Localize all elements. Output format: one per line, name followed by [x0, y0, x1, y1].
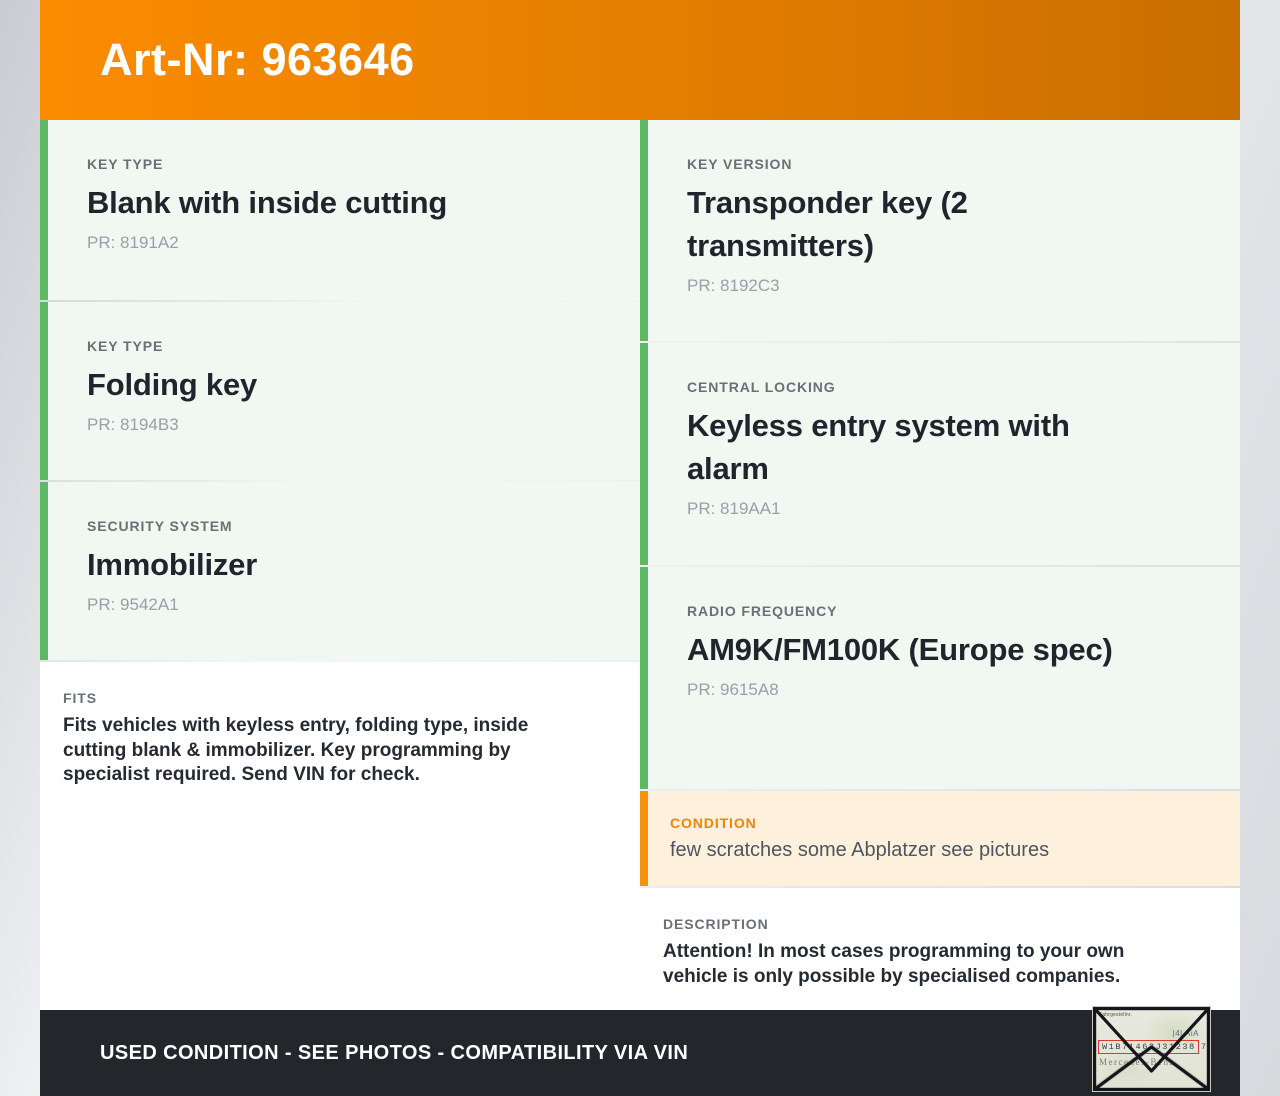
right-column	[640, 120, 1240, 1010]
spec-pr-code: PR: 8194B3	[87, 415, 179, 434]
doc-fahrgestellnr-label: Fahrgestellnr.	[1099, 1012, 1133, 1018]
fits-card	[40, 662, 640, 1010]
condition-label: CONDITION	[670, 815, 757, 831]
vin-suffix: 7	[1200, 1042, 1206, 1052]
spec-card-key-type-2	[40, 302, 640, 480]
description-text: Attention! In most cases programming to your own vehicle is only possible by specialised companies.	[663, 941, 1125, 987]
product-sheet	[40, 0, 1240, 1096]
spec-label: RADIO FREQUENCY	[687, 603, 838, 619]
footer-notice: USED CONDITION - SEE PHOTOS - COMPATIBILITY VIA VIN	[100, 1041, 689, 1064]
spec-pr-code: PR: 8192C3	[687, 276, 780, 295]
left-column	[40, 120, 640, 1010]
spec-pr-code: PR: 8191A2	[87, 233, 179, 252]
footer-banner	[40, 1010, 1240, 1096]
spec-columns	[40, 120, 1240, 1010]
doc-meta-text: |4| AiA	[1172, 1029, 1199, 1038]
condition-card	[640, 791, 1240, 886]
spec-card-central-locking	[640, 343, 1240, 565]
spec-value: AM9K/FM100K (Europe spec)	[687, 632, 1113, 667]
spec-label: KEY VERSION	[687, 156, 793, 172]
spec-card-security-system	[40, 482, 640, 660]
vin-text: W1B71463J31238	[1102, 1042, 1196, 1052]
spec-label: SECURITY SYSTEM	[87, 518, 233, 534]
page-title: Art-Nr: 963646	[100, 34, 415, 85]
spec-card-radio-frequency	[640, 567, 1240, 789]
envelope-icon	[1093, 1007, 1210, 1091]
spec-label: KEY TYPE	[87, 338, 164, 354]
fits-text: Fits vehicles with keyless entry, folding type, inside cutting blank & immobilizer. Key programming by specialist required. Send VIN for check.	[63, 715, 529, 785]
spec-value: Keyless entry system with alarm	[687, 408, 1070, 486]
spec-card-key-type-1	[40, 120, 640, 300]
doc-brand-text: Mercedes-Benz	[1099, 1057, 1175, 1067]
spec-value: Immobilizer	[87, 547, 258, 582]
spec-pr-code: PR: 9615A8	[687, 680, 779, 699]
description-label: DESCRIPTION	[663, 916, 769, 932]
spec-value: Folding key	[87, 367, 258, 402]
spec-pr-code: PR: 819AA1	[687, 499, 781, 518]
spec-value: Blank with inside cutting	[87, 185, 448, 220]
header-banner	[40, 0, 1240, 120]
fits-label: FITS	[63, 690, 97, 706]
condition-text: few scratches some Abplatzer see pictures	[670, 839, 1050, 861]
spec-pr-code: PR: 9542A1	[87, 595, 179, 614]
spec-label: KEY TYPE	[87, 156, 164, 172]
description-card	[640, 888, 1240, 1010]
spec-value: Transponder key (2 transmitters)	[687, 185, 968, 263]
spec-card-key-version	[640, 120, 1240, 341]
vin-document-envelope-image	[1093, 1007, 1210, 1091]
spec-label: CENTRAL LOCKING	[687, 379, 836, 395]
